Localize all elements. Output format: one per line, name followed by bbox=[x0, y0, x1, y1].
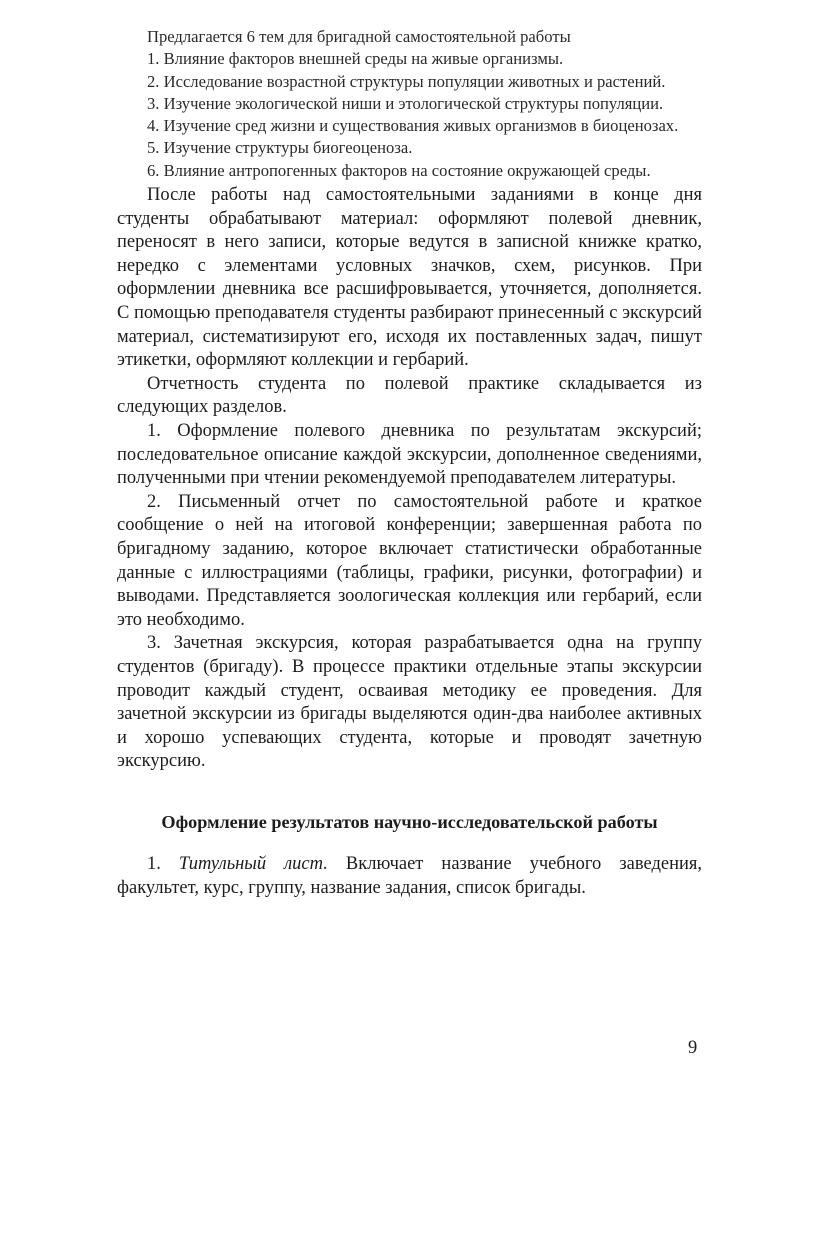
page-content bbox=[117, 26, 702, 900]
report-item-written-report: 2. Письменный отчет по самостоятельной работе и краткое сообщение о ней на итоговой конференции; завершенная работа по бригадному заданию, которое включает статистически обработанные данные с иллюстрациями (таблицы, графики, рисунки, фотографии) и выводами. Представляется зоологическая коллекция или гербарий, если это необходимо. bbox=[117, 491, 702, 630]
topic-item: 6. Влияние антропогенных факторов на состояние окружающей среды. bbox=[147, 160, 651, 180]
page-number: 9 bbox=[688, 1038, 698, 1058]
section-heading: Оформление результатов научно-исследовательской работы bbox=[161, 811, 658, 832]
paragraph-field-work: После работы над самостоятельными заданиями в конце дня студенты обрабатывают материал: оформляют полевой дневник, переносят в него записи, которые ведутся в записной книжке кратко, нередко с элементами условных значков, схем, рисунков. При оформлении дневника все расшифровывается, уточняется, дополняется. С помощью преподавателя студенты разбирают принесенный с экскурсий материал, систематизируют его, исходя их поставленных задач, пишут этикетки, оформляют коллекции и гербарий. bbox=[117, 185, 702, 371]
topic-item: 3. Изучение экологической ниши и этологической структуры популяции. bbox=[147, 93, 664, 113]
topic-item: 1. Влияние факторов внешней среды на живые организмы. bbox=[147, 49, 564, 69]
item-term: Титульный лист. bbox=[178, 853, 328, 874]
title-page-item bbox=[117, 853, 702, 900]
item-number: 1. bbox=[147, 853, 161, 874]
report-item-excursion: 3. Зачетная экскурсия, которая разрабатывается одна на группу студентов (бригаду). В процессе практики отдельные этапы экскурсии проводит каждый студент, осваивая методику ее проведения. Для зачетной экскурсии из бригады выделяются один-два наиболее активных и хорошо успевающих студента, которые и проводят зачетную экскурсию. bbox=[117, 633, 702, 772]
topics-intro: Предлагается 6 тем для бригадной самостоятельной работы bbox=[147, 27, 571, 46]
topic-item: 2. Исследование возрастной структуры популяции животных и растений. bbox=[147, 71, 666, 91]
body-text bbox=[117, 184, 702, 774]
paragraph-reporting: Отчетность студента по полевой практике складывается из следующих разделов. bbox=[117, 373, 702, 418]
report-item-diary: 1. Оформление полевого дневника по результатам экскурсий; последовательное описание каждой экскурсии, дополненное сведениями, полученными при чтении рекомендуемой преподавателем литературы. bbox=[117, 421, 702, 489]
topics-block bbox=[117, 26, 702, 182]
topic-item: 5. Изучение структуры биогеоценоза. bbox=[147, 138, 413, 158]
item-text: Включает название учебного заведения, факультет, курс, группу, название задания, список бригады. bbox=[117, 853, 703, 898]
topic-item: 4. Изучение сред жизни и существования живых организмов в биоценозах. bbox=[147, 116, 679, 136]
